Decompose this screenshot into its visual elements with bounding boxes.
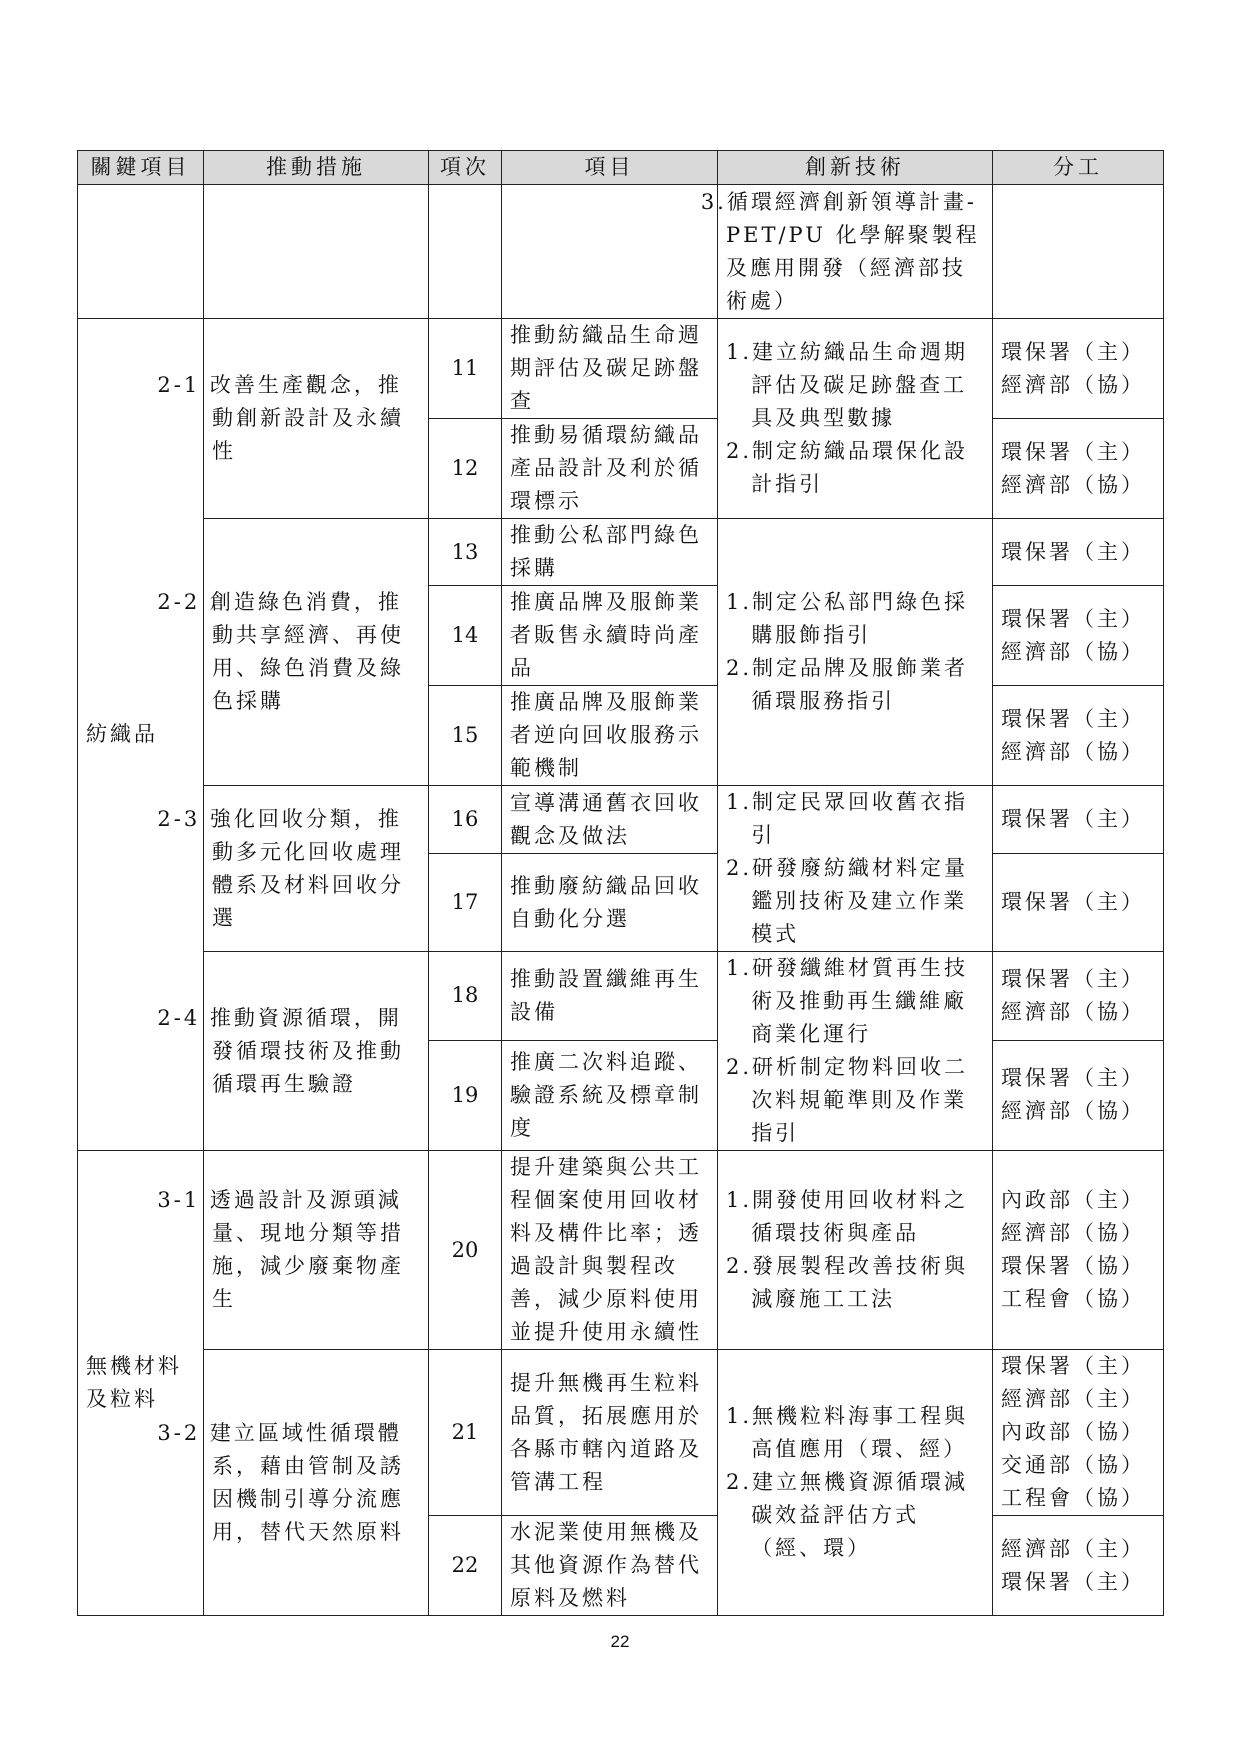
item-no-cell: 17 [429, 854, 502, 952]
tech-cell: 1.研發纖維材質再生技術及推動再生纖維廠商業化運行 2.研析制定物料回收二次料規範準則及作業指引 [718, 952, 993, 1151]
item-no-cell: 18 [429, 952, 502, 1041]
measure-cell: 2-2 創造綠色消費，推動共享經濟、再使用、綠色消費及綠色採購 [204, 519, 429, 786]
item-no-cell: 22 [429, 1516, 502, 1616]
header-innovation-tech: 創新技術 [718, 151, 993, 185]
table-row [78, 1151, 1164, 1350]
table-row [78, 519, 1164, 586]
item-cell: 推動廢紡織品回收自動化分選 [502, 854, 718, 952]
measure-cell: 2-1 改善生產觀念，推動創新設計及永續性 [204, 319, 429, 519]
item-cell: 推動設置纖維再生設備 [502, 952, 718, 1041]
policy-table [77, 150, 1164, 1616]
division-cell: 環保署（主） 經濟部（協） [993, 686, 1164, 786]
item-cell: 提升建築與公共工程個案使用回收材料及構件比率；透過設計與製程改善，減少原料使用並提升使用永續性 [502, 1151, 718, 1350]
item-cell: 推廣品牌及服飾業者逆向回收服務示範機制 [502, 686, 718, 786]
tech-cell: 1.制定民眾回收舊衣指引 2.研發廢紡織材料定量鑑別技術及建立作業模式 [718, 786, 993, 952]
page-number: 22 [610, 1632, 630, 1651]
tech-cell: 1.無機粒料海事工程與高值應用（環、經） 2.建立無機資源循環減碳效益評估方式（經、環） [718, 1350, 993, 1616]
table-row [78, 786, 1164, 854]
key-item-cell: 紡織品 [78, 319, 204, 1151]
measure-cell: 3-2 建立區域性循環體系，藉由管制及誘因機制引導分流應用，替代天然原料 [204, 1350, 429, 1616]
tech-cell: 3.循環經濟創新領導計畫-PET/PU 化學解聚製程及應用開發（經濟部技術處） [718, 185, 993, 319]
division-cell: 經濟部（主） 環保署（主） [993, 1516, 1164, 1616]
item-no-cell: 13 [429, 519, 502, 586]
item-no-cell: 11 [429, 319, 502, 419]
item-no-cell: 21 [429, 1350, 502, 1516]
key-item-cell: 無機材料及粒料 [78, 1151, 204, 1616]
division-cell: 環保署（主） 經濟部（協） [993, 1040, 1164, 1150]
division-cell: 環保署（主） 經濟部（協） [993, 419, 1164, 519]
item-no-cell: 15 [429, 686, 502, 786]
division-cell: 環保署（主） 經濟部（協） [993, 586, 1164, 686]
table-row [78, 185, 1164, 319]
item-cell: 推動紡織品生命週期評估及碳足跡盤查 [502, 319, 718, 419]
tech-cell: 1.開發使用回收材料之循環技術與產品 2.發展製程改善技術與減廢施工工法 [718, 1151, 993, 1350]
measure-cell: 2-4 推動資源循環，開發循環技術及推動循環再生驗證 [204, 952, 429, 1151]
item-cell: 推動公私部門綠色採購 [502, 519, 718, 586]
measure-cell: 2-3 強化回收分類，推動多元化回收處理體系及材料回收分選 [204, 786, 429, 952]
item-cell: 水泥業使用無機及其他資源作為替代原料及燃料 [502, 1516, 718, 1616]
item-cell: 推廣品牌及服飾業者販售永續時尚產品 [502, 586, 718, 686]
item-cell: 提升無機再生粒料品質，拓展應用於各縣市轄內道路及管溝工程 [502, 1350, 718, 1516]
table-row [78, 1350, 1164, 1516]
measure-cell: 3-1 透過設計及源頭減量、現地分類等措施，減少廢棄物產生 [204, 1151, 429, 1350]
item-cell: 推動易循環紡織品產品設計及利於循環標示 [502, 419, 718, 519]
item-no-cell: 20 [429, 1151, 502, 1350]
item-no-cell: 19 [429, 1040, 502, 1150]
division-cell: 環保署（主） 經濟部（協） [993, 952, 1164, 1041]
table-row [78, 952, 1164, 1041]
item-no-cell: 14 [429, 586, 502, 686]
division-cell: 環保署（主） 經濟部（協） [993, 319, 1164, 419]
division-cell: 環保署（主） [993, 786, 1164, 854]
table-row [78, 319, 1164, 419]
division-cell: 環保署（主） 經濟部（主） 內政部（協） 交通部（協） 工程會（協） [993, 1350, 1164, 1516]
header-item-no: 項次 [429, 151, 502, 185]
item-cell: 推廣二次料追蹤、驗證系統及標章制度 [502, 1040, 718, 1150]
division-cell: 環保署（主） [993, 519, 1164, 586]
header-key-item: 關鍵項目 [78, 151, 204, 185]
item-no-cell: 16 [429, 786, 502, 854]
item-cell: 宣導溝通舊衣回收觀念及做法 [502, 786, 718, 854]
header-division: 分工 [993, 151, 1164, 185]
table-header-row [78, 151, 1164, 185]
division-cell: 環保署（主） [993, 854, 1164, 952]
header-item: 項目 [502, 151, 718, 185]
division-cell: 內政部（主） 經濟部（協） 環保署（協） 工程會（協） [993, 1151, 1164, 1350]
header-measure: 推動措施 [204, 151, 429, 185]
tech-cell: 1.制定公私部門綠色採購服飾指引 2.制定品牌及服飾業者循環服務指引 [718, 519, 993, 786]
item-no-cell: 12 [429, 419, 502, 519]
tech-cell: 1.建立紡織品生命週期評估及碳足跡盤查工具及典型數據 2.制定紡織品環保化設計指引 [718, 319, 993, 519]
